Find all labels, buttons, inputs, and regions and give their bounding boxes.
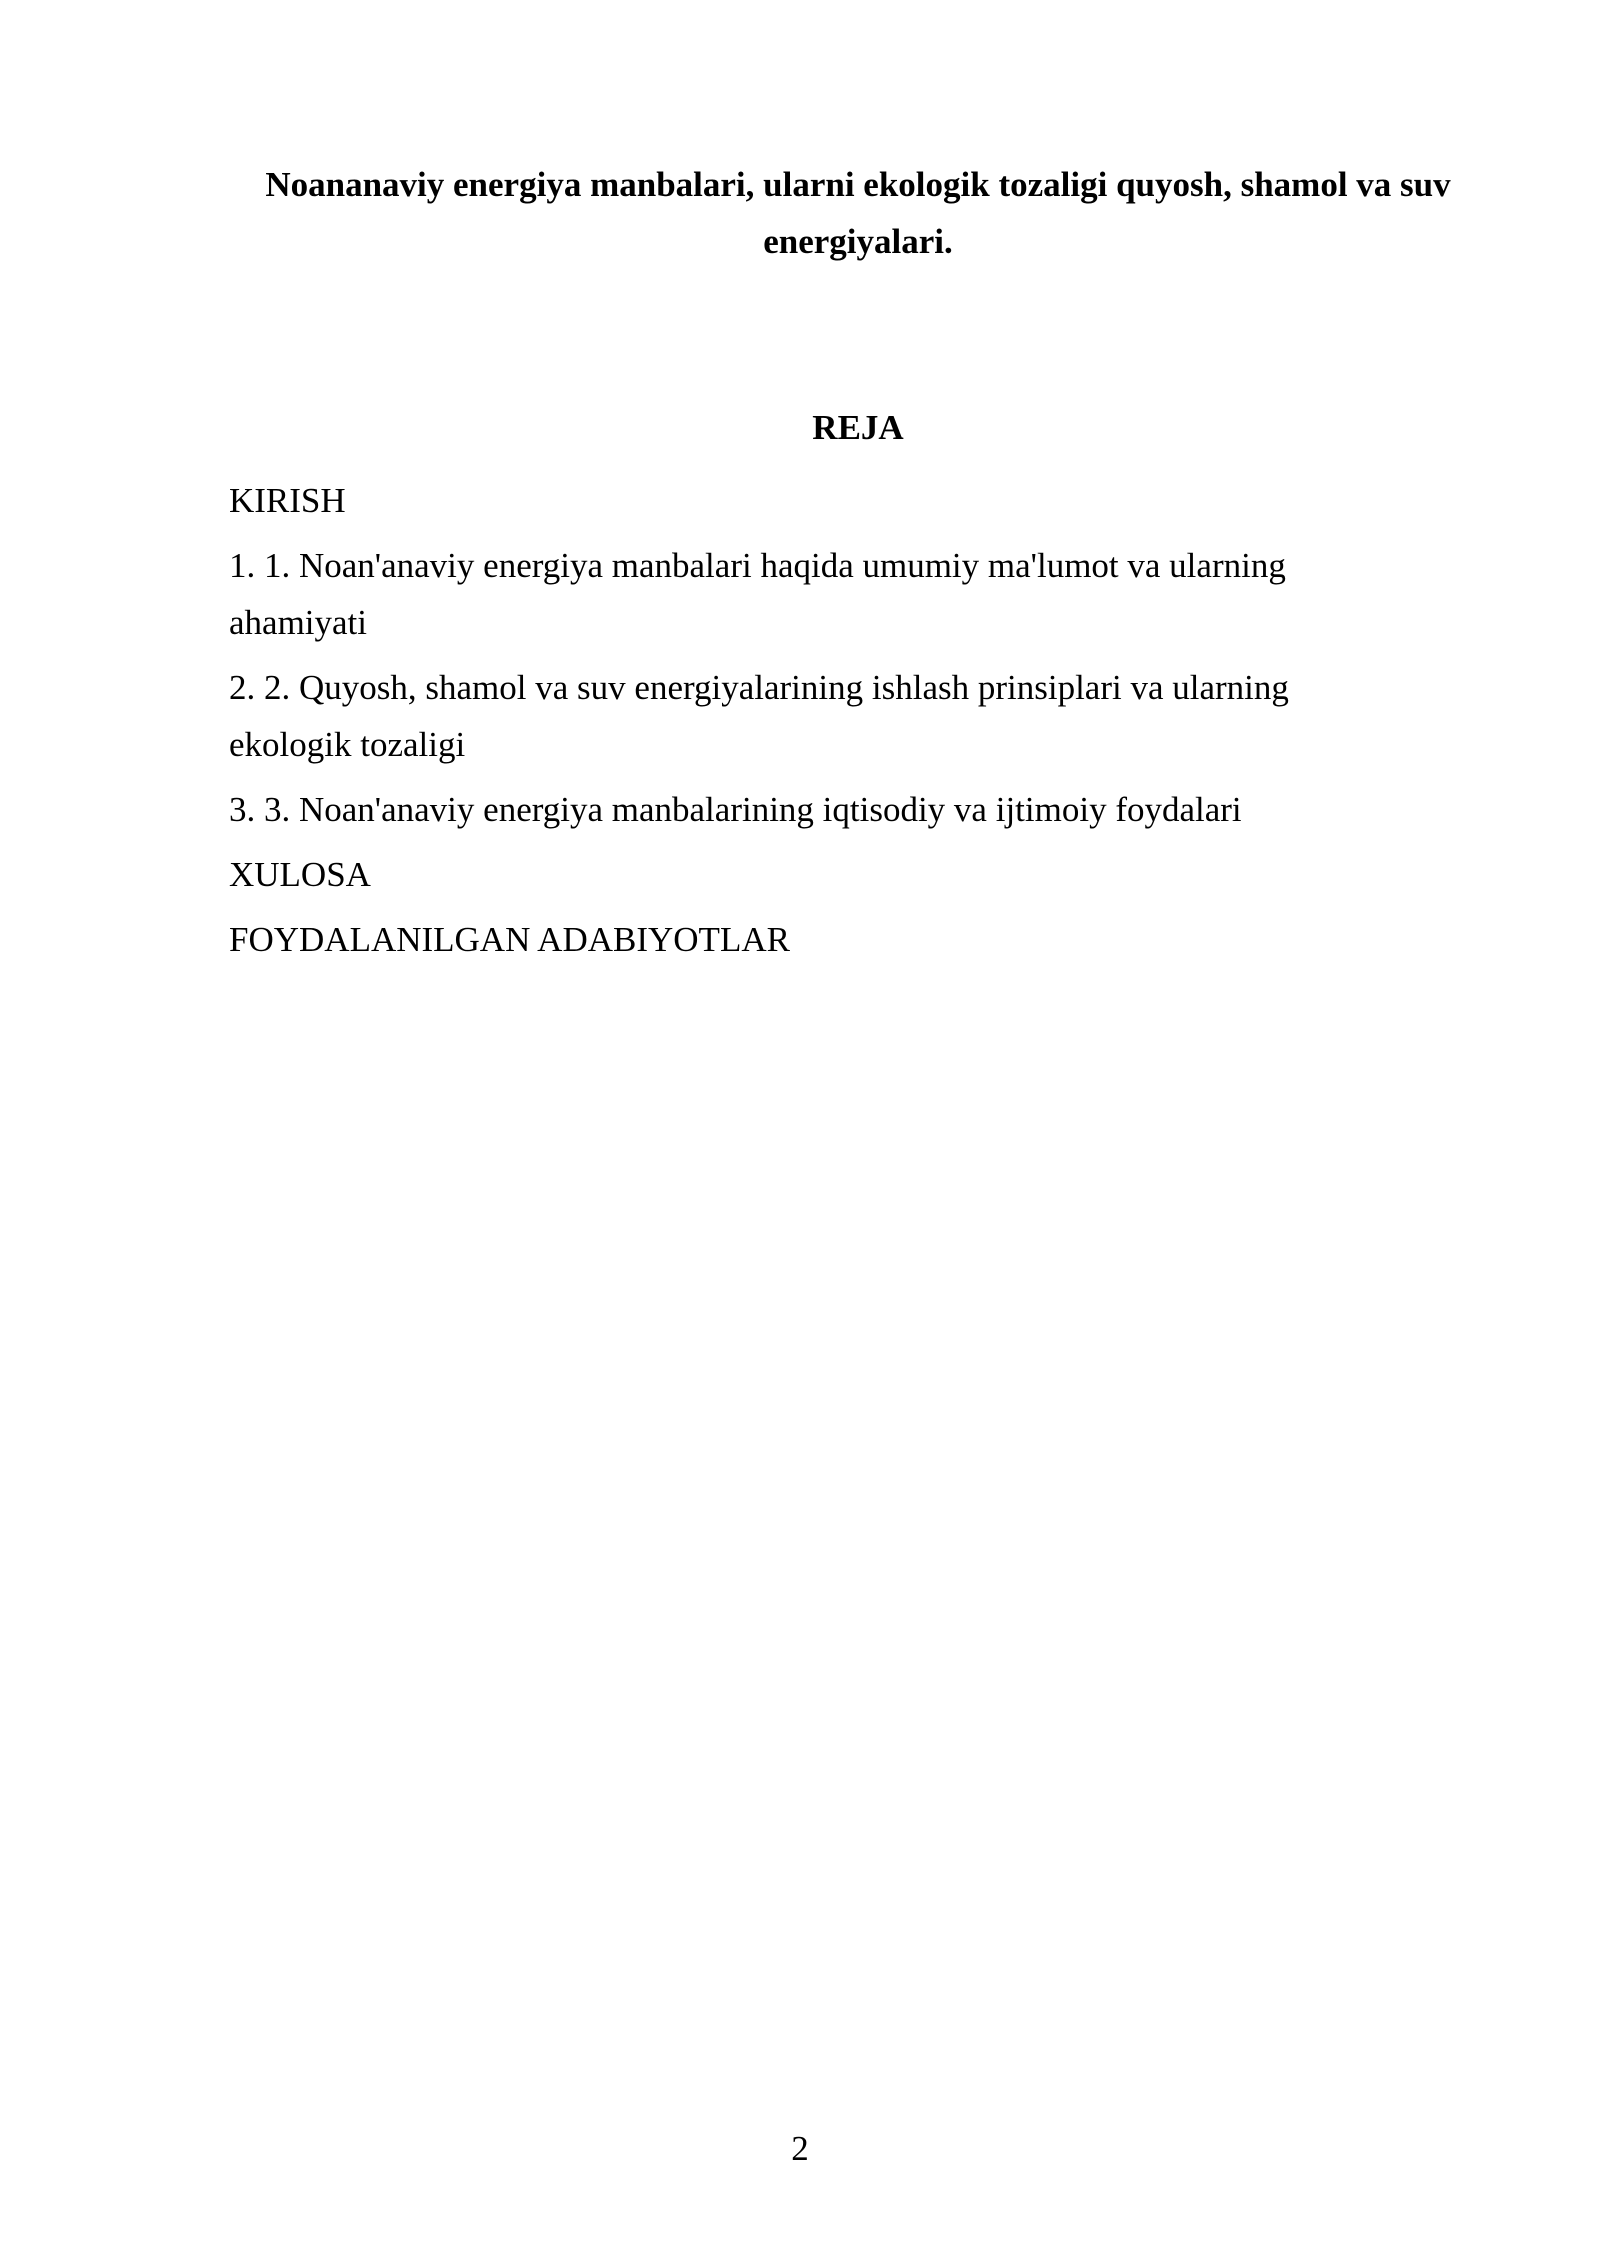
plan-item-2: 2. 2. Quyosh, shamol va suv energiyalarining ishlash prinsiplari va ularning ekologik tozaligi [229, 668, 1289, 764]
plan-list [229, 472, 1389, 976]
plan-item-1: 1. 1. Noan'anaviy energiya manbalari haqida umumiy ma'lumot va ularning ahamiyati [229, 546, 1286, 642]
page-number: 2 [791, 2129, 809, 2168]
plan-item-3: 3. 3. Noan'anaviy energiya manbalarining iqtisodiy va ijtimoiy foydalari [229, 790, 1242, 829]
plan-item-conclusion: XULOSA [229, 855, 371, 894]
plan-heading: REJA [812, 408, 904, 447]
document-title: Noananaviy energiya manbalari, ularni ekologik tozaligi quyosh, shamol va suv energiyalari. [265, 165, 1451, 261]
plan-item-introduction: KIRISH [229, 481, 346, 520]
plan-item-references: FOYDALANILGAN ADABIYOTLAR [229, 920, 790, 959]
